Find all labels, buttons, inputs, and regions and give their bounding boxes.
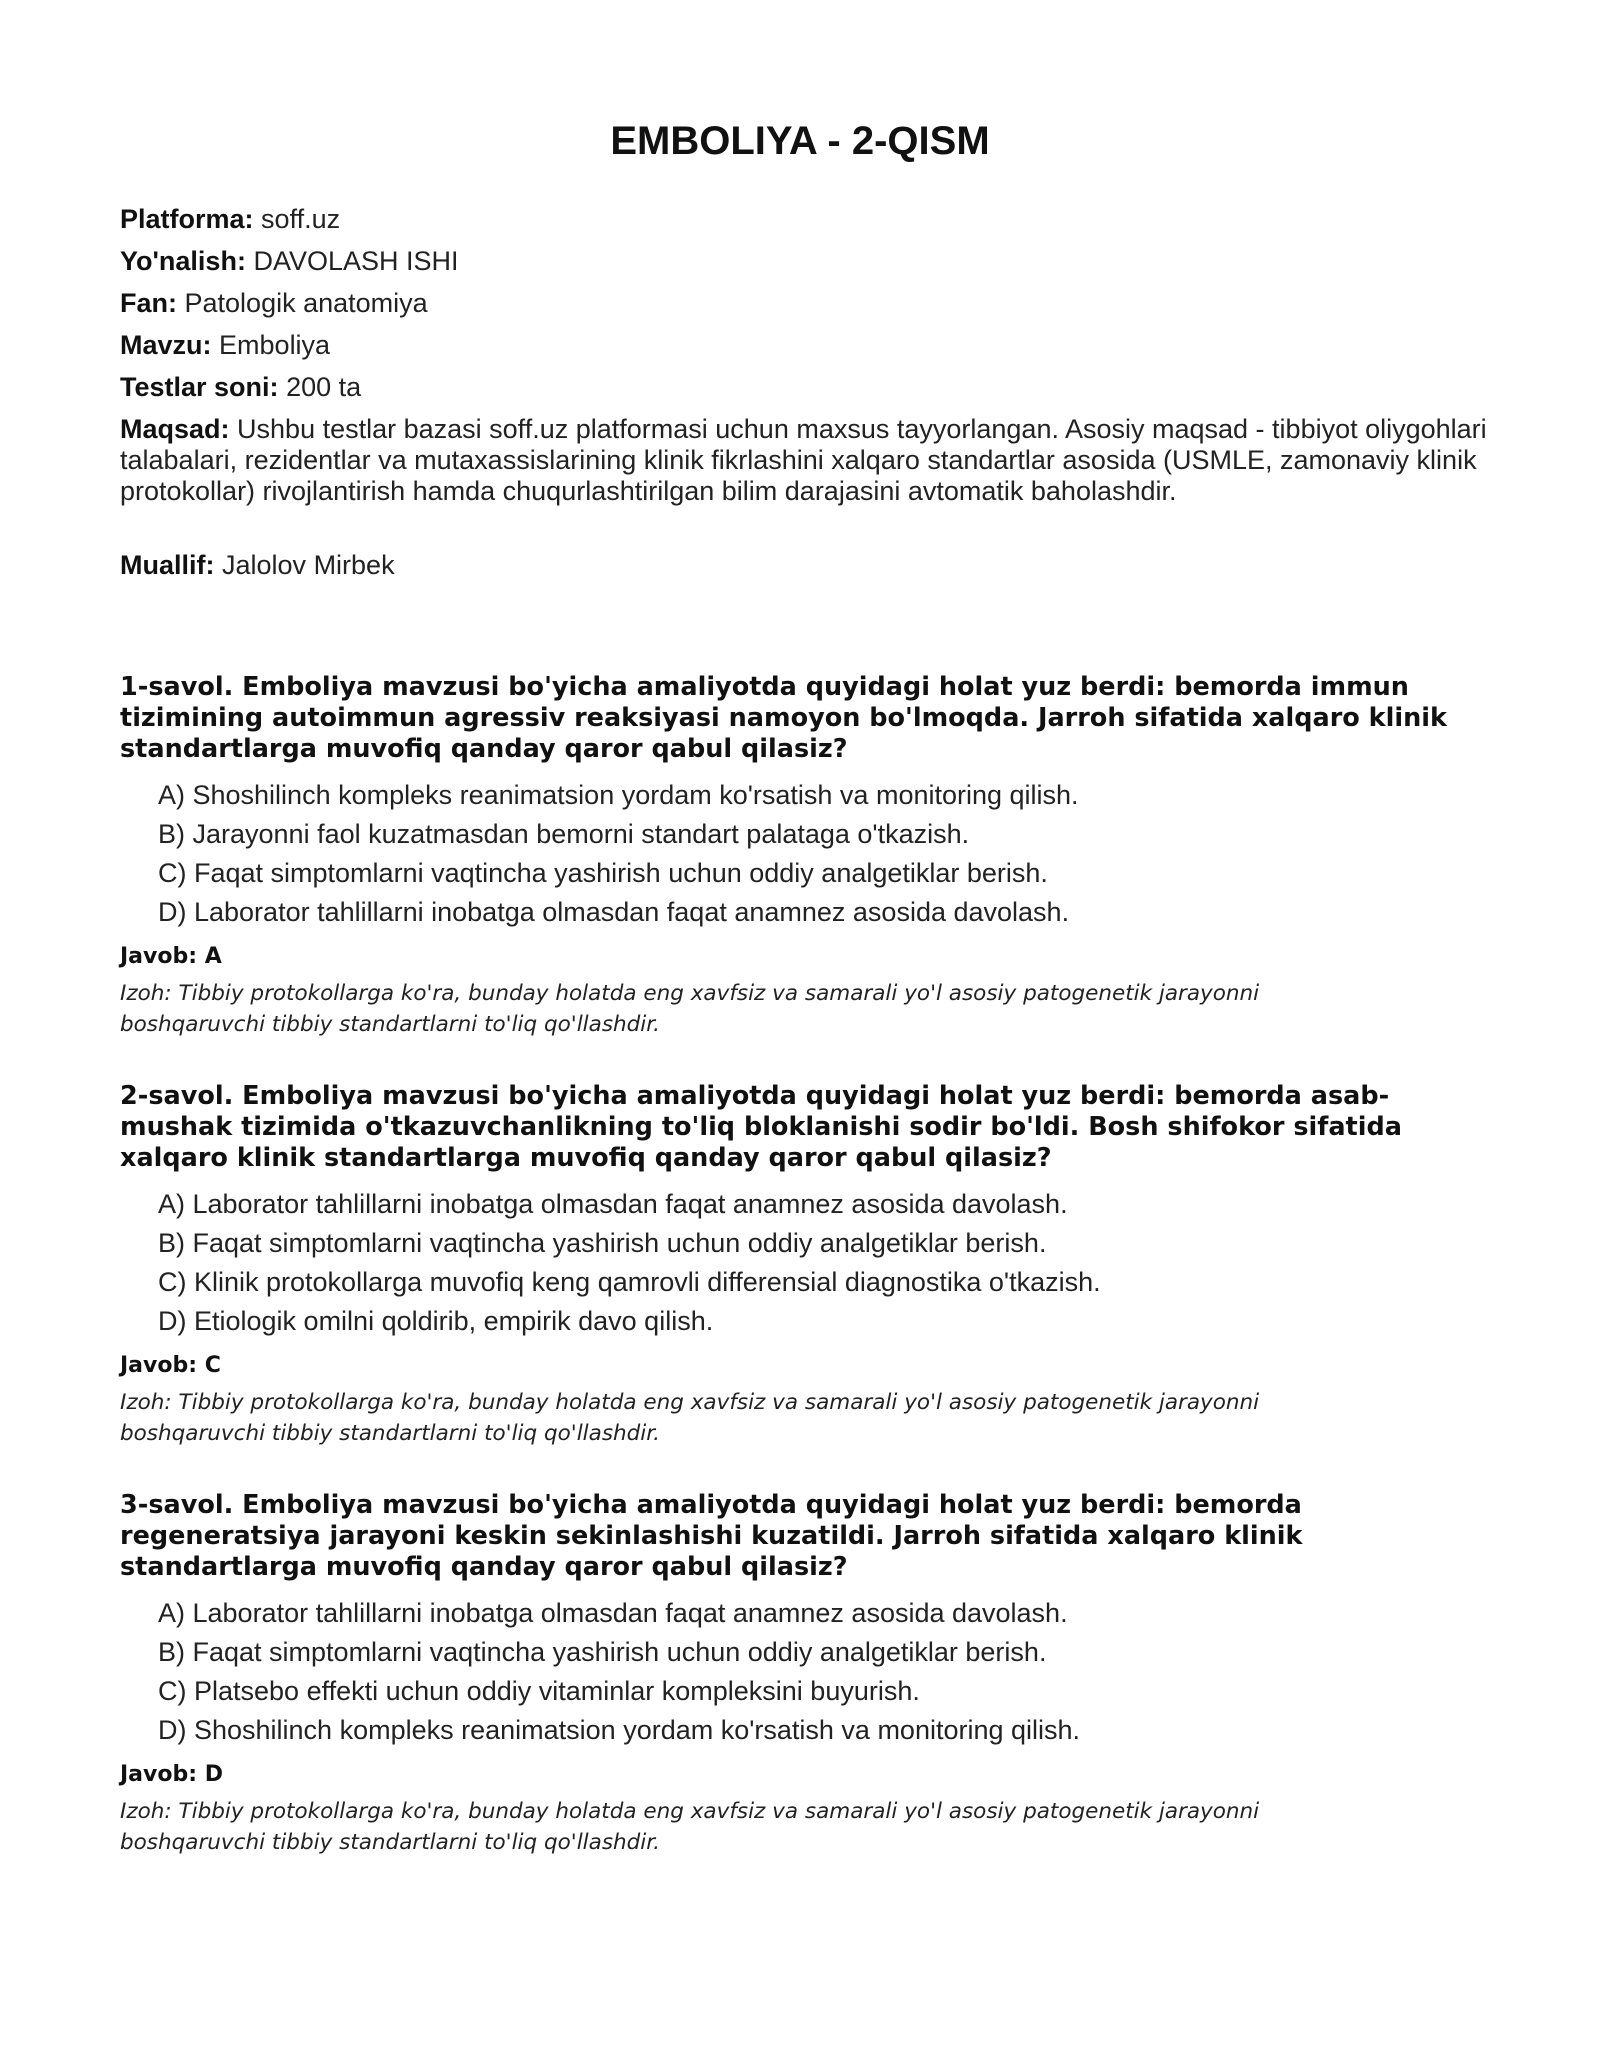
question-2-text: 2-savol. Emboliya mavzusi bo'yicha amaliyotda quyidagi holat yuz berdi: bemorda asab-mushak tizimida o'tkazuvchanlikning to'liq bloklanishi sodir bo'ldi. Bosh shifokor sifatida xalqaro klinik standartlarga muvofiq qanday qaror qabul qilasiz? bbox=[120, 1081, 1402, 1173]
meta-subject-label: Fan: bbox=[120, 288, 177, 318]
question-1-answer: Javob: A bbox=[120, 944, 222, 969]
question-1-option-d: D) Laborator tahlillarni inobatga olmasdan faqat anamnez asosida davolash. bbox=[158, 897, 1070, 927]
meta-platform bbox=[120, 204, 1500, 235]
question-2-option-a: A) Laborator tahlillarni inobatga olmasdan faqat anamnez asosida davolash. bbox=[158, 1189, 1068, 1219]
question-2-explanation: Izoh: Tibbiy protokollarga ko'ra, bunday holatda eng xavfsiz va samarali yo'l asosiy patogenetik jarayonni boshqaruvchi tibbiy standartlarni to'liq qo'llashdir. bbox=[120, 1390, 1260, 1446]
meta-tests-label: Testlar soni: bbox=[120, 372, 279, 402]
question-3-option-c: C) Platsebo effekti uchun oddiy vitaminlar kompleksini buyurish. bbox=[158, 1676, 920, 1706]
meta-goal bbox=[120, 414, 1500, 507]
question-3-explanation: Izoh: Tibbiy protokollarga ko'ra, bunday holatda eng xavfsiz va samarali yo'l asosiy patogenetik jarayonni boshqaruvchi tibbiy standartlarni to'liq qo'llashdir. bbox=[120, 1799, 1260, 1855]
question-3-option-b: B) Faqat simptomlarni vaqtincha yashirish uchun oddiy analgetiklar berish. bbox=[158, 1637, 1047, 1667]
meta-goal-label: Maqsad: bbox=[120, 414, 230, 444]
meta-topic-label: Mavzu: bbox=[120, 330, 212, 360]
question-1-option-c: C) Faqat simptomlarni vaqtincha yashirish uchun oddiy analgetiklar berish. bbox=[158, 858, 1048, 888]
question-1-text: 1-savol. Emboliya mavzusi bo'yicha amaliyotda quyidagi holat yuz berdi: bemorda immun tizimining autoimmun agressiv reaksiyasi namoyon bo'lmoqda. Jarroh sifatida xalqaro klinik standartlarga muvofiq qanday qaror qabul qilasiz? bbox=[120, 672, 1447, 764]
meta-topic bbox=[120, 330, 1500, 361]
meta-goal-value: Ushbu testlar bazasi soff.uz platformasi uchun maxsus tayyorlangan. Asosiy maqsad - tibbiyot oliygohlari talabalari, rezidentlar va mutaxassislarining klinik fikrlashini xalqaro standartlar asosida (USMLE, zamonaviy klinik protokollar) rivojlantirish hamda chuqurlashtirilgan bilim darajasini avtomatik baholashdir. bbox=[120, 414, 1487, 506]
meta-author bbox=[120, 550, 1500, 581]
question-3-option-a: A) Laborator tahlillarni inobatga olmasdan faqat anamnez asosida davolash. bbox=[158, 1598, 1068, 1628]
question-2-option-c: C) Klinik protokollarga muvofiq keng qamrovli differensial diagnostika o'tkazish. bbox=[158, 1267, 1101, 1297]
meta-direction-label: Yo'nalish: bbox=[120, 246, 246, 276]
meta-subject bbox=[120, 288, 1500, 319]
question-1-option-b: B) Jarayonni faol kuzatmasdan bemorni standart palataga o'tkazish. bbox=[158, 819, 970, 849]
question-3-option-d: D) Shoshilinch kompleks reanimatsion yordam ko'rsatish va monitoring qilish. bbox=[158, 1715, 1081, 1745]
meta-platform-label: Platforma: bbox=[120, 204, 254, 234]
question-3-answer: Javob: D bbox=[120, 1762, 223, 1787]
question-1-explanation: Izoh: Tibbiy protokollarga ko'ra, bunday holatda eng xavfsiz va samarali yo'l asosiy patogenetik jarayonni boshqaruvchi tibbiy standartlarni to'liq qo'llashdir. bbox=[120, 981, 1260, 1037]
question-2-option-b: B) Faqat simptomlarni vaqtincha yashirish uchun oddiy analgetiklar berish. bbox=[158, 1228, 1047, 1258]
meta-tests-value: 200 ta bbox=[286, 372, 362, 402]
question-2-answer: Javob: C bbox=[120, 1353, 221, 1378]
question-2-option-d: D) Etiologik omilni qoldirib, empirik davo qilish. bbox=[158, 1306, 714, 1336]
question-1-option-a: A) Shoshilinch kompleks reanimatsion yordam ko'rsatish va monitoring qilish. bbox=[158, 780, 1079, 810]
meta-tests-count bbox=[120, 372, 1500, 403]
meta-topic-value: Emboliya bbox=[219, 330, 331, 360]
meta-author-label: Muallif: bbox=[120, 550, 215, 580]
document-title: EMBOLIYA - 2-QISM bbox=[610, 119, 990, 163]
meta-platform-value: soff.uz bbox=[261, 204, 341, 234]
meta-subject-value: Patologik anatomiya bbox=[184, 288, 428, 318]
meta-author-value: Jalolov Mirbek bbox=[222, 550, 395, 580]
meta-direction bbox=[120, 246, 1500, 277]
question-3-text: 3-savol. Emboliya mavzusi bo'yicha amaliyotda quyidagi holat yuz berdi: bemorda regeneratsiya jarayoni keskin sekinlashishi kuzatildi. Jarroh sifatida xalqaro klinik standartlarga muvofiq qanday qaror qabul qilasiz? bbox=[120, 1490, 1303, 1582]
meta-direction-value: DAVOLASH ISHI bbox=[253, 246, 459, 276]
